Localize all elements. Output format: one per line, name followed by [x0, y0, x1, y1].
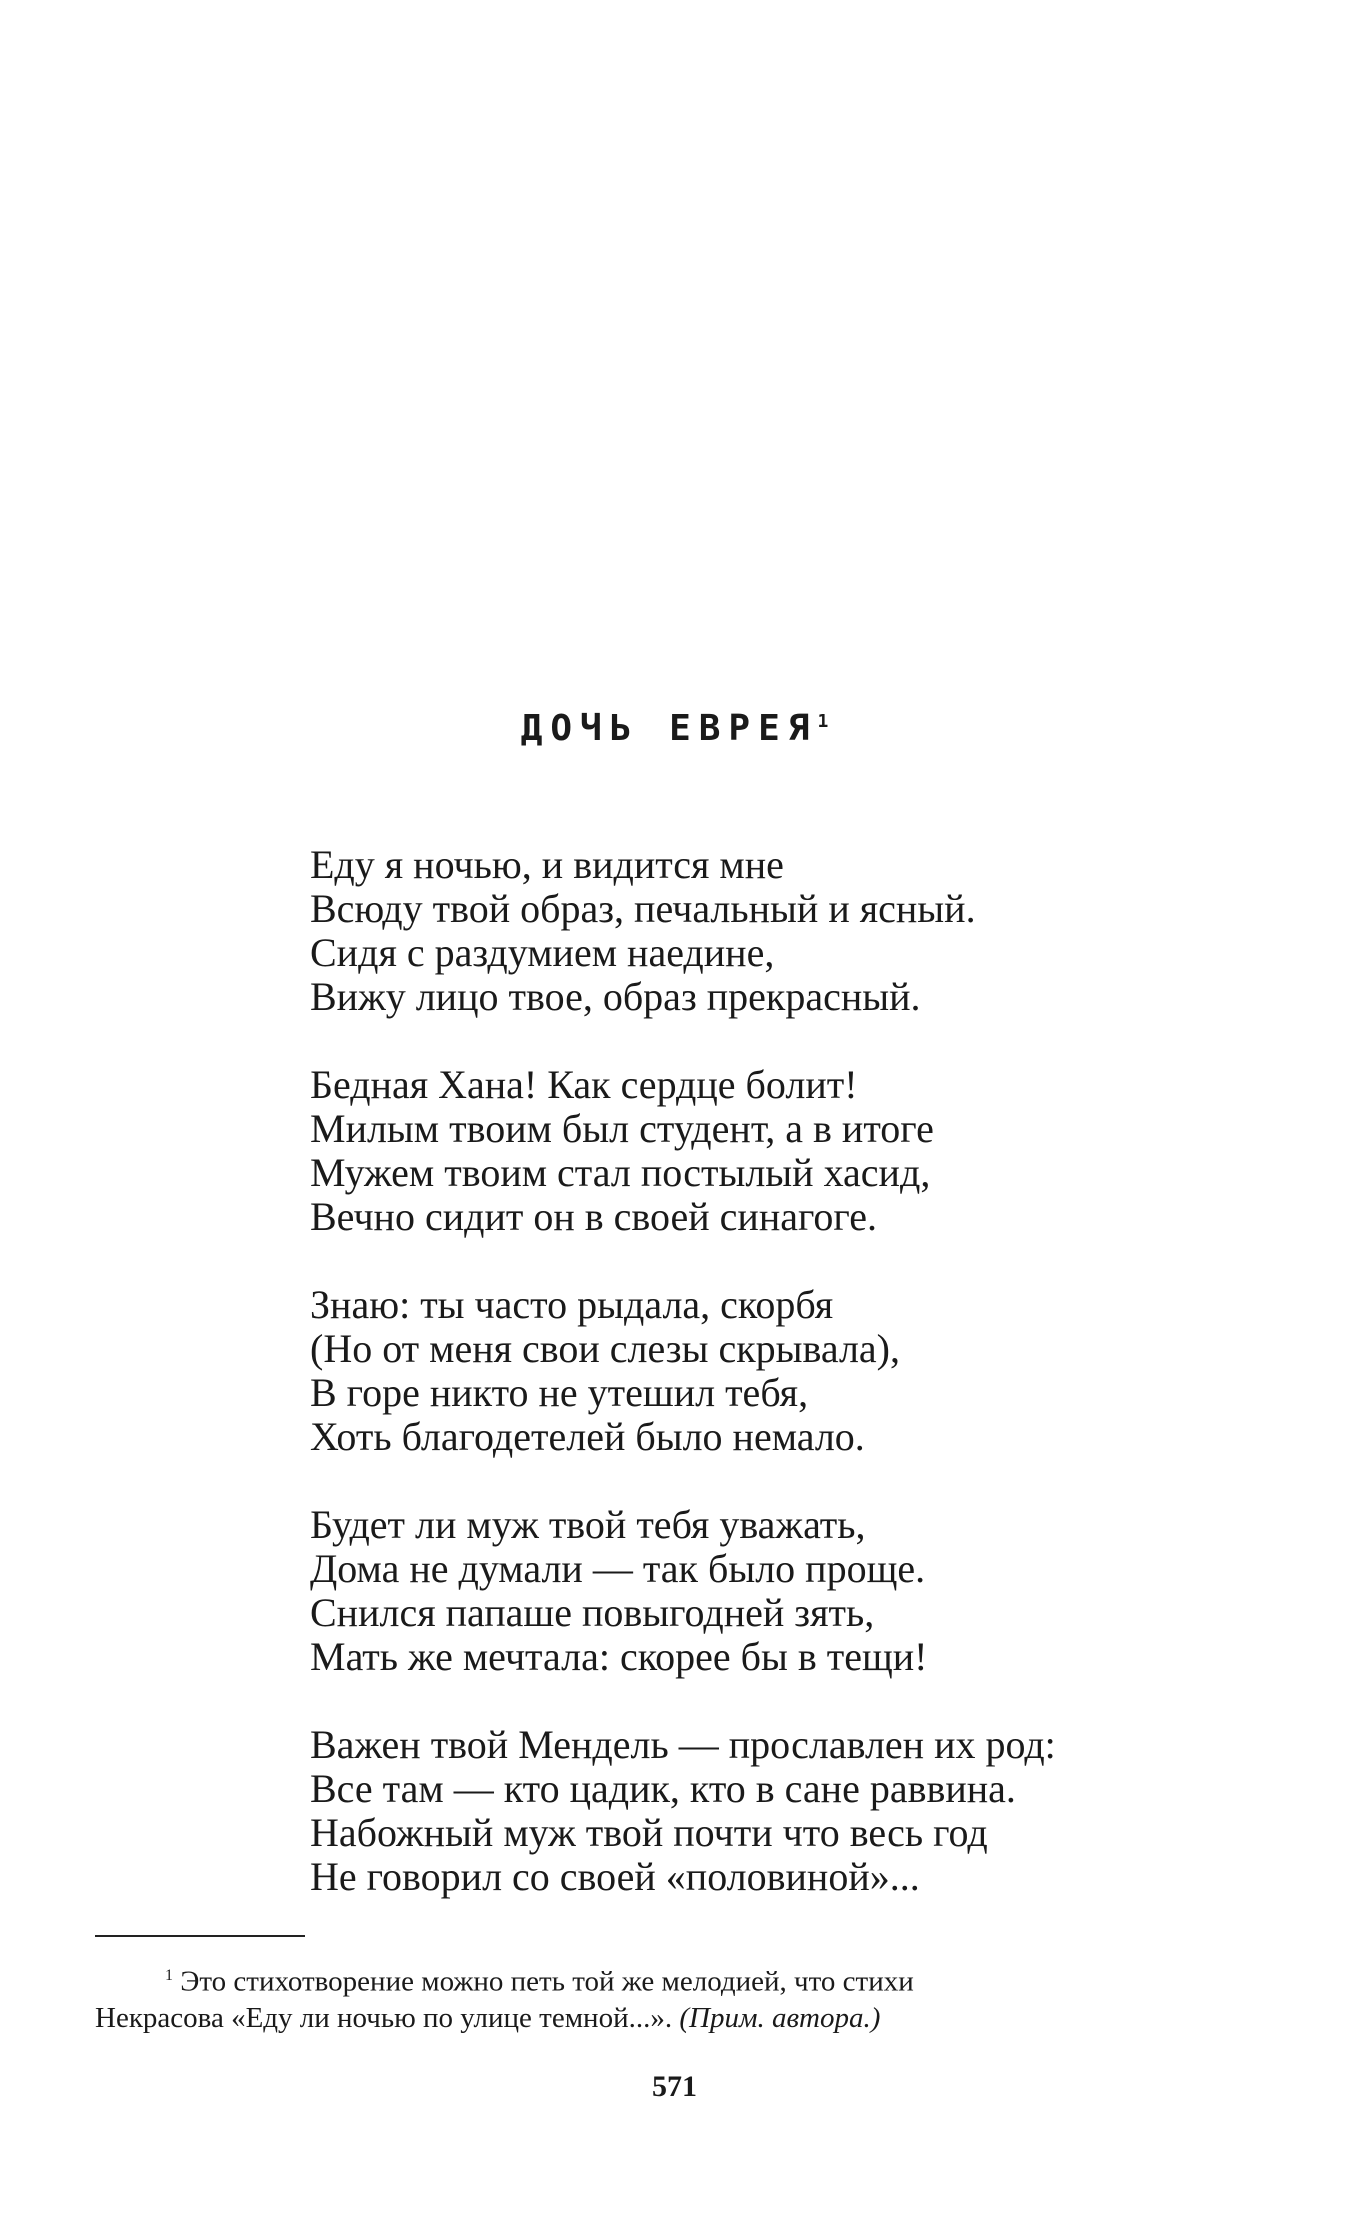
stanza	[310, 1503, 1260, 1679]
footnote-text-2: Некрасова «Еду ли ночью по улице темной...».	[95, 2001, 673, 2034]
verse-line: Мужем твоим стал постылый хасид,	[310, 1150, 931, 1195]
title-footnote-mark: 1	[817, 711, 829, 732]
footnote-mark: 1	[165, 1967, 173, 1984]
poem-title	[0, 708, 1349, 749]
verse-line: В горе никто не утешил тебя,	[310, 1370, 809, 1415]
footnote-text-1: Это стихотворение можно петь той же мелодией, что стихи	[180, 1965, 914, 1998]
footnote	[95, 1958, 1265, 2036]
verse-line: Сидя с раздумием наедине,	[310, 930, 775, 975]
verse-line: Хоть благодетелей было немало.	[310, 1414, 865, 1459]
footnote-line	[95, 1958, 1265, 2000]
verse-line: Не говорил со своей «половиной»...	[310, 1854, 920, 1899]
verse-line: Вечно сидит он в своей синагоге.	[310, 1194, 878, 1239]
verse-line: (Но от меня свои слезы скрывала),	[310, 1326, 900, 1371]
stanza	[310, 843, 1260, 1019]
verse-line: Знаю: ты часто рыдала, скорбя	[310, 1282, 834, 1327]
stanza	[310, 1283, 1260, 1459]
stanza	[310, 1063, 1260, 1239]
verse-line: Милым твоим был студент, а в итоге	[310, 1106, 934, 1151]
page-number: 571	[652, 2070, 697, 2103]
verse-line: Дома не думали — так было проще.	[310, 1546, 926, 1591]
verse-line: Все там — кто цадик, кто в сане раввина.	[310, 1766, 1016, 1811]
footnote-line	[95, 2000, 1265, 2036]
verse-line: Бедная Хана! Как сердце болит!	[310, 1062, 858, 1107]
poem-title-text: ДОЧЬ ЕВРЕЯ	[520, 708, 818, 749]
footnote-divider	[95, 1935, 305, 1937]
verse-line: Набожный муж твой почти что весь год	[310, 1810, 988, 1855]
verse-line: Еду я ночью, и видится мне	[310, 842, 784, 887]
verse-line: Вижу лицо твое, образ прекрасный.	[310, 974, 921, 1019]
poem-body	[310, 843, 1260, 1943]
footnote-author-note: (Прим. автора.)	[679, 2001, 881, 2034]
verse-line: Мать же мечтала: скорее бы в тещи!	[310, 1634, 928, 1679]
verse-line: Снился папаше повыгодней зять,	[310, 1590, 875, 1635]
verse-line: Важен твой Мендель — прославлен их род:	[310, 1722, 1056, 1767]
stanza	[310, 1723, 1260, 1899]
verse-line: Будет ли муж твой тебя уважать,	[310, 1502, 866, 1547]
verse-line: Всюду твой образ, печальный и ясный.	[310, 886, 976, 931]
